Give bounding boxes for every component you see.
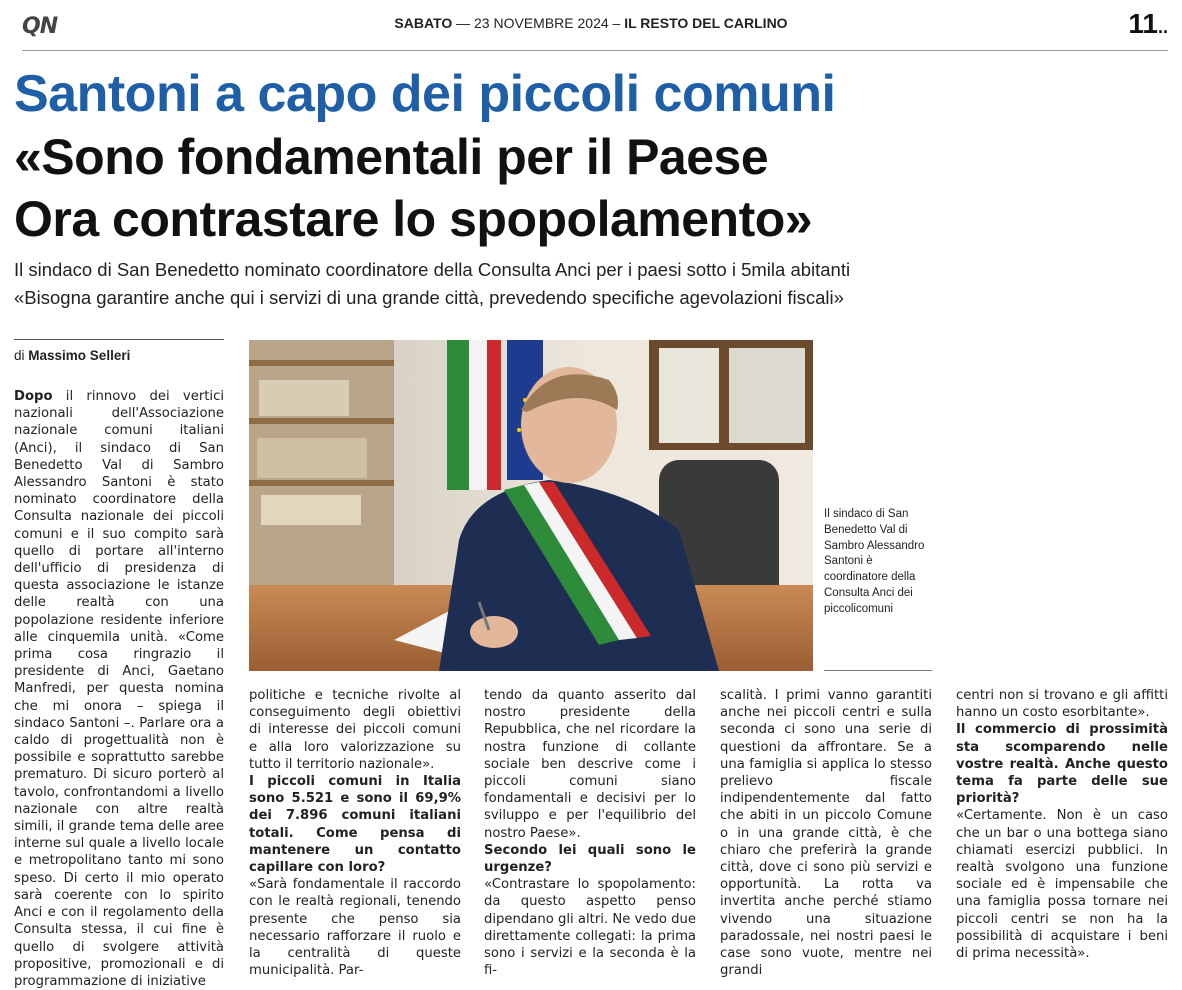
column-text: politiche e tecniche rivolte al conseguimento degli obiettivi di interesse dei piccoli comuni e alla loro valorizzazione su tutto il territorio nazionale».	[249, 688, 461, 772]
mayor-photo-illustration	[249, 340, 813, 671]
byline-prefix: di	[14, 348, 25, 363]
article-column-3	[484, 687, 696, 979]
header-dash: –	[612, 15, 621, 31]
headline-kicker: Santoni a capo dei piccoli comuni	[14, 65, 836, 123]
lead-word: Dopo	[14, 389, 53, 404]
headline-title-line2: Ora contrastare lo spopolamento»	[14, 191, 813, 247]
header-day: SABATO	[394, 15, 453, 31]
byline	[14, 348, 130, 363]
article-column-4	[720, 687, 932, 979]
column-text: centri non si trovano e gli affitti hanno un costo esorbitante».	[956, 688, 1168, 721]
caption-rule	[824, 670, 932, 671]
page-number: 11..	[1128, 8, 1168, 39]
header-rule	[22, 50, 1168, 51]
article-column-1	[14, 388, 224, 990]
interview-question: Il commercio di prossimità sta scomparendo nelle vostre realtà. Anche questo tema fa parte delle sue priorità?	[956, 722, 1168, 807]
header-separator: —	[456, 15, 471, 31]
byline-rule	[14, 339, 224, 340]
column-text: «Sarà fondamentale il raccordo con le realtà regionali, tenendo presente che penso sia necessario rafforzare il ruolo e la centralità di queste municipalità. Par-	[249, 877, 461, 979]
interview-question: Secondo lei quali sono le urgenze?	[484, 842, 696, 876]
subtitle-line2: «Bisogna garantire anche qui i servizi di una grande città, prevedendo specifiche agevolazioni fiscali»	[14, 287, 844, 308]
column-text: il rinnovo dei vertici nazionali dell'Associazione nazionale comuni italiani (Anci), il sindaco di San Benedetto Val di Sambro Alessandro Santoni è stato nominato coordinatore della Consulta nazionale dei piccoli comuni e il suo compito sarà quello di portare all'interno dell'ufficio di presidenza di questa associazione le istanze delle realtà con una popolazione residente inferiore alle cinquemila unità. «Come prima cosa ringrazio il presidente di Anci, Gaetano Manfredi, per questa nomina che mi onora – spiega il sindaco Santoni –. Parlare ora a caldo di progettualità non è possibile e soprattutto sarebbe prematuro. Di sicuro porterò al tavolo, confrontandomi a livello nazionale con altre realtà simili, il grande tema delle aree interne sul quale a livello locale e metropolitano tanto mi sono speso. Di certo il mio operato sarà coerente con lo spirito Anci e con il regolamento della Consulta stessa, il cui fine è quello di svolgere attività propositive, promozionali e di programmazione di iniziative	[14, 389, 224, 989]
subtitle-line1: Il sindaco di San Benedetto nominato coordinatore della Consulta Anci per i paesi sotto i 5mila abitanti	[14, 259, 851, 280]
interview-question: I piccoli comuni in Italia sono 5.521 e sono il 69,9% dei 7.896 comuni italiani totali. Come pensa di mantenere un contatto capillare con loro?	[249, 774, 461, 876]
article-column-2	[249, 687, 461, 979]
publisher-logo: QN	[22, 14, 58, 39]
column-text: «Certamente. Non è un caso che un bar o una bottega siano chiamati esercizi pubblici. In realtà svolgono una funzione sociale ed è impensabile che una famiglia possa tornare nei piccoli centri se non ha la possibilità di acquistare i beni di prima necessità».	[956, 808, 1168, 962]
column-text: «Contrastare lo spopolamento: da questo aspetto penso dipendano gli altri. Ne vedo due direttamente collegati: la prima sono i servizi e la seconda è la fi-	[484, 877, 696, 979]
article-column-5	[956, 687, 1168, 962]
headline-title-line1: «Sono fondamentali per il Paese	[14, 129, 769, 185]
article-photo	[249, 340, 813, 671]
photo-caption: Il sindaco di San Benedetto Val di Sambro Alessandro Santoni è coordinatore della Consulta Anci dei piccolicomuni	[824, 508, 925, 615]
running-header	[0, 15, 1182, 31]
column-text: tendo da quanto asserito dal nostro presidente della Repubblica, che nel ricordare la nostra funzione di collante sociale ben descrive come i piccoli comuni siano fondamentali e decisivi per lo sviluppo e per l'equilibrio del nostro Paese».	[484, 688, 696, 841]
header-newspaper: IL RESTO DEL CARLINO	[624, 15, 788, 31]
byline-author: Massimo Selleri	[28, 348, 131, 363]
header-date: 23 NOVEMBRE 2024	[474, 15, 609, 31]
column-text: scalità. I primi vanno garantiti anche nei piccoli centri e sulla seconda ci sono una serie di questioni da affrontare. Se a una famiglia si applica lo stesso prelievo fiscale indipendentemente dal fatto che abiti in un piccolo Comune o in una grande città, è che chiaro che preferirà la grande città, dove ci sono più servizi e opportunità. La rotta va invertita anche perché stiamo vivendo una situazione paradossale, nei nostri paesi le case sono vuote, mentre nei grandi	[720, 688, 932, 979]
